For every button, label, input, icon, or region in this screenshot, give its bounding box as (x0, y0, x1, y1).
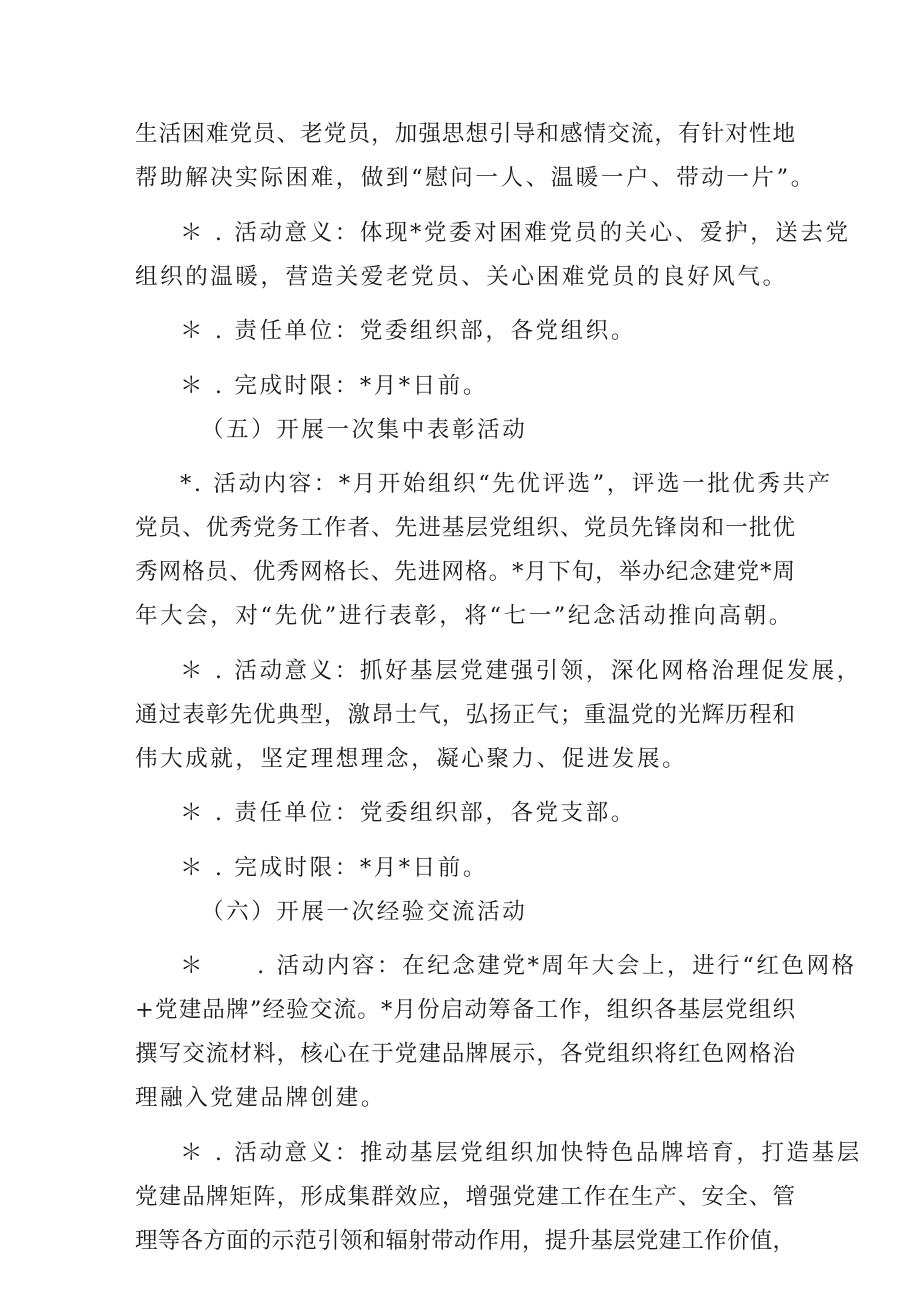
section-heading-5: （五）开展一次集中表彰活动 (201, 416, 528, 443)
section-heading-6: （六）开展一次经验交流活动 (201, 898, 528, 925)
paragraph-line: 撰写交流材料，核心在于党建品牌展示，各党组织将红色网格治 (135, 1041, 795, 1067)
item-deadline: ＊ . 完成时限：*月*日前。 (180, 854, 488, 881)
paragraph-line: 理融入党建品牌创建。 (135, 1085, 387, 1111)
document-page (135, 112, 862, 1263)
paragraph-line: 党员、优秀党务工作者、先进基层党组织、党员先锋岗和一批优 (135, 515, 795, 541)
item-activity-meaning: ＊ . 活动意义：推动基层党组织加快特色品牌培育，打造基层 (180, 1139, 862, 1166)
paragraph-line: 通过表彰先优典型，激昂士气，弘扬正气；重温党的光辉历程和 (135, 701, 795, 728)
item-responsible-unit: ＊ . 责任单位：党委组织部，各党组织。 (180, 318, 636, 344)
paragraph-line: 帮助解决实际困难，做到“慰问一人、温暖一户、带动一片”。 (135, 165, 816, 191)
item-activity-content-text: . 活动内容：在纪念建党*周年大会上，进行“红色网格 (257, 953, 857, 979)
item-activity-content: *. 活动内容：*月开始组织“先优评选”，评选一批优秀共产 (180, 471, 833, 497)
paragraph-line: +党建品牌”经验交流。*月份启动筹备工作，组织各基层党组织 (135, 997, 795, 1023)
paragraph-line: 组织的温暖，营造关爱老党员、关心困难党员的良好风气。 (135, 263, 788, 290)
paragraph-line: 秀网格员、优秀网格长、先进网格。*月下旬，举办纪念建党*周 (135, 559, 795, 585)
item-activity-meaning: ＊ . 活动意义：抓好基层党建强引领，深化网格治理促发展， (180, 657, 862, 684)
item-activity-meaning: ＊ . 活动意义：体现*党委对困难党员的关心、爱护，送去党 (180, 219, 851, 246)
paragraph-line: 理等各方面的示范引领和辐射带动作用，提升基层党建工作价值， (135, 1227, 795, 1254)
paragraph-line: 伟大成就，坚定理想理念，凝心聚力、促进发展。 (135, 745, 688, 772)
paragraph-line: 生活困难党员、老党员，加强思想引导和感情交流，有针对性地 (135, 121, 795, 147)
paragraph-line: 年大会，对“先优”进行表彰，将“七一”纪念活动推向高朝。 (135, 603, 794, 629)
paragraph-line: 党建品牌矩阵，形成集群效应，增强党建工作在生产、安全、管 (135, 1183, 795, 1210)
item-responsible-unit: ＊ . 责任单位：党委组织部，各党支部。 (180, 800, 636, 826)
item-star-marker: ＊ (180, 953, 206, 979)
item-activity-content (135, 944, 857, 988)
item-deadline: ＊ . 完成时限：*月*日前。 (180, 372, 488, 399)
